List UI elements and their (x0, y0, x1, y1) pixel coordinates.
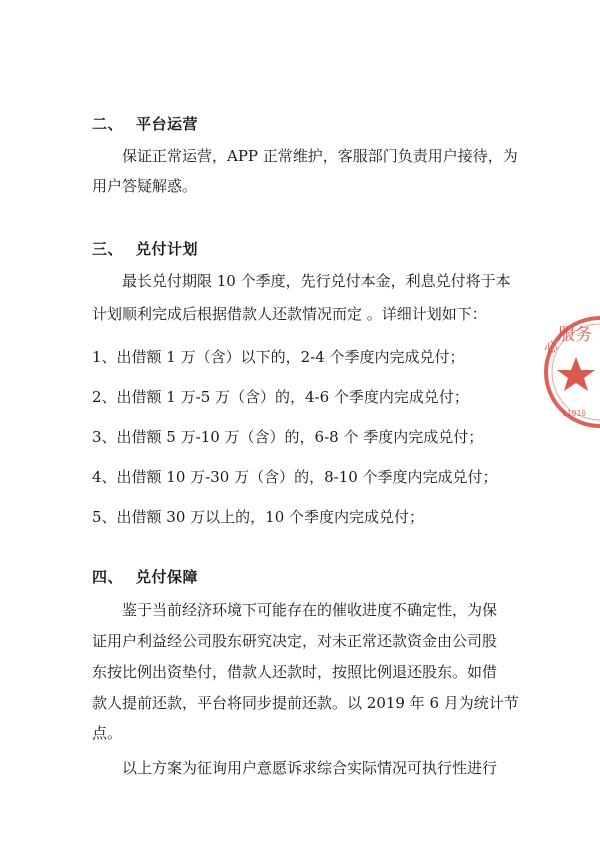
section-2-para-line-2: 用户答疑解惑。 (92, 177, 198, 195)
section-4-number: 四、 (92, 568, 124, 586)
section-4-para-line-5: 点。 (92, 724, 123, 742)
section-2-number: 二、 (92, 115, 124, 133)
section-2-para-line-1: 保证正常运营，APP 正常维护，客服部门负责用户接待，为 (122, 147, 518, 165)
plan-item-4: 4、出借额 10 万-30 万（含）的，8-10 个季度内完成兑付； (92, 468, 498, 486)
plan-item-3: 3、出借额 5 万-10 万（含）的，6-8 个 季度内完成兑付； (92, 428, 484, 446)
section-4-heading (92, 566, 198, 587)
section-4-para-line-1: 鉴于当前经济环境下可能存在的催收进度不确定性，为保 (122, 601, 498, 619)
section-4-title: 兑付保障 (136, 568, 199, 586)
plan-item-2: 2、出借额 1 万-5 万（含）的，4-6 个季度内完成兑付； (92, 388, 469, 406)
section-2-heading (92, 113, 198, 134)
section-3-title: 兑付计划 (136, 240, 199, 258)
section-3-heading (92, 238, 198, 259)
seal-text-top: 服务 (558, 325, 592, 345)
section-3-number: 三、 (92, 240, 124, 258)
section-2-title: 平台运营 (136, 115, 199, 133)
section-4-para-line-4: 款人提前还款，平台将同步提前还款。以 2019 年 6 月为统计节 (92, 694, 519, 712)
seal-serial: 11010 (562, 409, 587, 418)
section-3-para-line-2: 计划顺利完成后根据借款人还款情况而定 。详细计划如下： (92, 305, 487, 323)
seal-star-icon (557, 357, 595, 391)
section-4-para-line-2: 证用户利益经公司股东研究决定，对未正常还款资金由公司股 (92, 632, 498, 650)
company-seal-stamp (540, 312, 600, 432)
section-4-para-line-3: 东按比例出资垫付，借款人还款时，按照比例退还股东。如借 (92, 663, 498, 681)
plan-item-1: 1、出借额 1 万（含）以下的，2-4 个季度内完成兑付； (92, 348, 465, 366)
plan-item-5: 5、出借额 30 万以上的，10 个季度内完成兑付； (92, 508, 425, 526)
closing-line: 以上方案为征询用户意愿诉求综合实际情况可执行性进行 (122, 759, 498, 777)
seal-text-side: 心 (544, 340, 558, 356)
section-3-para-line-1: 最长兑付期限 10 个季度，先行兑付本金，利息兑付将于本 (122, 272, 511, 290)
